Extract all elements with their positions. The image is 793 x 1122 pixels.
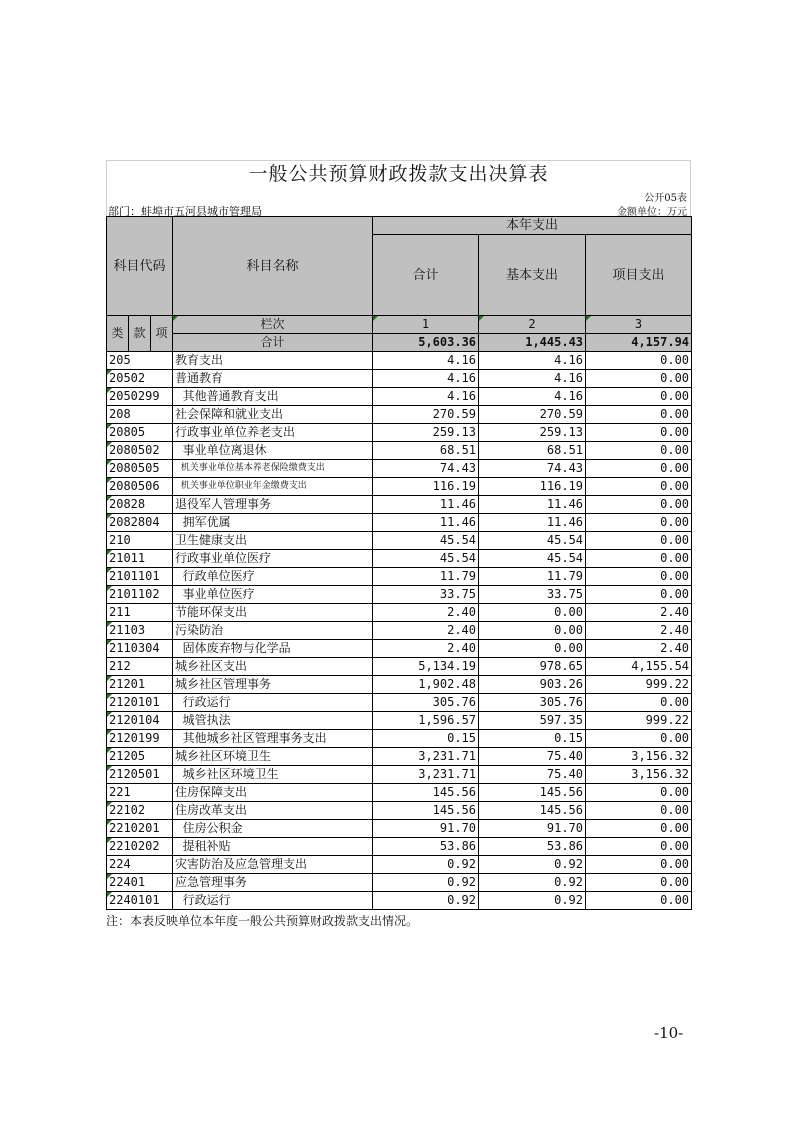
row-total: 45.54 [373,532,479,550]
row-project: 0.00 [586,802,692,820]
row-code: 20828 [107,496,173,514]
row-name: 拥军优属 [173,514,373,532]
row-code: 221 [107,784,173,802]
row-name: 事业单位医疗 [173,586,373,604]
row-project: 0.00 [586,874,692,892]
row-name: 住房保障支出 [173,784,373,802]
row-basic: 270.59 [479,406,586,424]
column-index-row [107,316,692,334]
column-index-2: 2 [479,316,586,334]
row-total: 45.54 [373,550,479,568]
row-total: 2.40 [373,640,479,658]
row-basic: 597.35 [479,712,586,730]
row-total: 3,231.71 [373,766,479,784]
row-basic: 0.15 [479,730,586,748]
row-total: 3,231.71 [373,748,479,766]
row-basic: 45.54 [479,550,586,568]
row-basic: 0.00 [479,604,586,622]
row-name: 普通教育 [173,370,373,388]
row-code: 21201 [107,676,173,694]
header-code: 科目代码 [107,217,173,316]
table-row [107,550,692,568]
row-project: 0.00 [586,352,692,370]
row-code: 21205 [107,748,173,766]
row-code: 20502 [107,370,173,388]
row-project: 0.00 [586,820,692,838]
row-name: 机关事业单位基本养老保险缴费支出 [173,460,373,478]
row-basic: 75.40 [479,766,586,784]
row-basic: 0.00 [479,622,586,640]
row-name: 城乡社区环境卫生 [173,748,373,766]
column-index-1: 1 [373,316,479,334]
row-basic: 11.79 [479,568,586,586]
row-project: 0.00 [586,838,692,856]
row-total: 2.40 [373,604,479,622]
row-total: 53.86 [373,838,479,856]
row-project: 3,156.32 [586,766,692,784]
row-basic: 0.92 [479,856,586,874]
row-name: 节能环保支出 [173,604,373,622]
row-name: 行政运行 [173,694,373,712]
row-total: 259.13 [373,424,479,442]
row-basic: 0.92 [479,874,586,892]
table-row [107,496,692,514]
row-project: 0.00 [586,406,692,424]
row-total: 116.19 [373,478,479,496]
table-title: 一般公共预算财政拨款支出决算表 [106,160,691,188]
row-total: 305.76 [373,694,479,712]
total-project: 4,157.94 [586,334,692,352]
row-name: 行政单位医疗 [173,568,373,586]
table-row [107,424,692,442]
table-row [107,568,692,586]
row-name: 卫生健康支出 [173,532,373,550]
row-project: 2.40 [586,622,692,640]
row-project: 2.40 [586,604,692,622]
row-basic: 145.56 [479,802,586,820]
table-note: 注：本表反映单位本年度一般公共预算财政拨款支出情况。 [106,914,419,928]
table-row [107,406,692,424]
row-total: 270.59 [373,406,479,424]
table-row [107,694,692,712]
row-name: 住房改革支出 [173,802,373,820]
row-basic: 0.00 [479,640,586,658]
table-row [107,676,692,694]
table-row [107,838,692,856]
table-row [107,640,692,658]
row-basic: 45.54 [479,532,586,550]
budget-sheet [106,160,691,929]
row-total: 68.51 [373,442,479,460]
row-project: 0.00 [586,442,692,460]
row-code: 2120104 [107,712,173,730]
row-total: 1,902.48 [373,676,479,694]
row-project: 0.00 [586,514,692,532]
table-row [107,514,692,532]
row-name: 城乡社区管理事务 [173,676,373,694]
header-lei: 类 [107,316,129,352]
row-code: 2120199 [107,730,173,748]
row-name: 城乡社区支出 [173,658,373,676]
row-project: 0.00 [586,784,692,802]
row-project: 0.00 [586,424,692,442]
row-name: 行政事业单位医疗 [173,550,373,568]
row-name: 固体废弃物与化学品 [173,640,373,658]
row-name: 灾害防治及应急管理支出 [173,856,373,874]
row-basic: 4.16 [479,388,586,406]
row-total: 4.16 [373,388,479,406]
row-code: 22102 [107,802,173,820]
row-total: 91.70 [373,820,479,838]
row-code: 2120101 [107,694,173,712]
row-basic: 91.70 [479,820,586,838]
column-index-3: 3 [586,316,692,334]
row-code: 2080502 [107,442,173,460]
row-project: 0.00 [586,730,692,748]
row-basic: 11.46 [479,514,586,532]
table-row [107,388,692,406]
row-code: 2110304 [107,640,173,658]
table-row [107,766,692,784]
row-basic: 33.75 [479,586,586,604]
table-row [107,892,692,910]
row-total: 11.79 [373,568,479,586]
row-code: 2082804 [107,514,173,532]
row-code: 2101102 [107,586,173,604]
row-total: 0.92 [373,892,479,910]
row-code: 2080506 [107,478,173,496]
table-row [107,532,692,550]
department-line [106,202,691,216]
department-label: 部门：蚌埠市五河县城市管理局 [108,205,262,218]
row-code: 21103 [107,622,173,640]
row-project: 0.00 [586,586,692,604]
row-name: 其他城乡社区管理事务支出 [173,730,373,748]
table-row [107,874,692,892]
table-id-line [106,188,691,202]
row-name: 退役军人管理事务 [173,496,373,514]
row-code: 2210201 [107,820,173,838]
total-amount: 5,603.36 [373,334,479,352]
row-total: 1,596.57 [373,712,479,730]
table-row [107,658,692,676]
row-project: 3,156.32 [586,748,692,766]
row-code: 2120501 [107,766,173,784]
row-total: 145.56 [373,784,479,802]
row-name: 事业单位离退休 [173,442,373,460]
row-code: 208 [107,406,173,424]
table-row [107,856,692,874]
unit-label: 金额单位：万元 [617,207,687,218]
row-basic: 11.46 [479,496,586,514]
row-name: 其他普通教育支出 [173,388,373,406]
row-basic: 4.16 [479,370,586,388]
row-code: 205 [107,352,173,370]
table-row [107,460,692,478]
row-project: 0.00 [586,496,692,514]
row-code: 20805 [107,424,173,442]
header-total: 合计 [373,235,479,316]
table-row [107,622,692,640]
row-name: 社会保障和就业支出 [173,406,373,424]
row-total: 0.92 [373,856,479,874]
row-name: 提租补贴 [173,838,373,856]
row-code: 211 [107,604,173,622]
column-label: 栏次 [173,316,373,334]
row-project: 999.22 [586,676,692,694]
row-code: 21011 [107,550,173,568]
row-code: 2210202 [107,838,173,856]
row-basic: 903.26 [479,676,586,694]
row-total: 145.56 [373,802,479,820]
header-current-year: 本年支出 [373,217,692,235]
row-project: 999.22 [586,712,692,730]
row-basic: 68.51 [479,442,586,460]
row-total: 2.40 [373,622,479,640]
table-id: 公开05表 [644,193,687,204]
row-code: 22401 [107,874,173,892]
row-basic: 305.76 [479,694,586,712]
total-basic: 1,445.43 [479,334,586,352]
row-name: 应急管理事务 [173,874,373,892]
table-row [107,802,692,820]
row-project: 4,155.54 [586,658,692,676]
row-basic: 74.43 [479,460,586,478]
row-name: 污染防治 [173,622,373,640]
row-code: 210 [107,532,173,550]
row-project: 0.00 [586,568,692,586]
row-name: 城管执法 [173,712,373,730]
table-row [107,370,692,388]
page-number: -10- [654,1024,684,1042]
table-row [107,730,692,748]
row-total: 0.92 [373,874,479,892]
row-total: 74.43 [373,460,479,478]
row-basic: 53.86 [479,838,586,856]
row-basic: 145.56 [479,784,586,802]
table-row [107,352,692,370]
row-total: 4.16 [373,370,479,388]
row-basic: 75.40 [479,748,586,766]
row-project: 0.00 [586,892,692,910]
row-basic: 978.65 [479,658,586,676]
header-name: 科目名称 [173,217,373,316]
table-row [107,820,692,838]
row-code: 2101101 [107,568,173,586]
table-row [107,604,692,622]
row-total: 0.15 [373,730,479,748]
row-project: 0.00 [586,460,692,478]
row-total: 5,134.19 [373,658,479,676]
table-row [107,586,692,604]
row-basic: 4.16 [479,352,586,370]
row-basic: 259.13 [479,424,586,442]
header-row-1 [107,217,692,235]
row-code: 2080505 [107,460,173,478]
row-basic: 0.92 [479,892,586,910]
row-name: 教育支出 [173,352,373,370]
row-name: 行政事业单位养老支出 [173,424,373,442]
row-project: 2.40 [586,640,692,658]
row-code: 212 [107,658,173,676]
row-code: 2050299 [107,388,173,406]
header-xiang: 项 [151,316,173,352]
row-project: 0.00 [586,550,692,568]
row-name: 城乡社区环境卫生 [173,766,373,784]
row-project: 0.00 [586,532,692,550]
row-total: 33.75 [373,586,479,604]
total-row [107,334,692,352]
row-name: 住房公积金 [173,820,373,838]
row-total: 4.16 [373,352,479,370]
table-row [107,442,692,460]
row-total: 11.46 [373,514,479,532]
row-name: 行政运行 [173,892,373,910]
row-project: 0.00 [586,694,692,712]
table-row [107,748,692,766]
total-label: 合计 [173,334,373,352]
row-project: 0.00 [586,856,692,874]
table-row [107,478,692,496]
row-name: 机关事业单位职业年金缴费支出 [173,478,373,496]
row-code: 2240101 [107,892,173,910]
row-total: 11.46 [373,496,479,514]
row-project: 0.00 [586,478,692,496]
table-row [107,784,692,802]
row-code: 224 [107,856,173,874]
row-basic: 116.19 [479,478,586,496]
table-row [107,712,692,730]
row-project: 0.00 [586,388,692,406]
row-project: 0.00 [586,370,692,388]
header-kuan: 款 [129,316,151,352]
header-basic: 基本支出 [479,235,586,316]
header-project: 项目支出 [586,235,692,316]
expenditure-table [106,216,692,910]
